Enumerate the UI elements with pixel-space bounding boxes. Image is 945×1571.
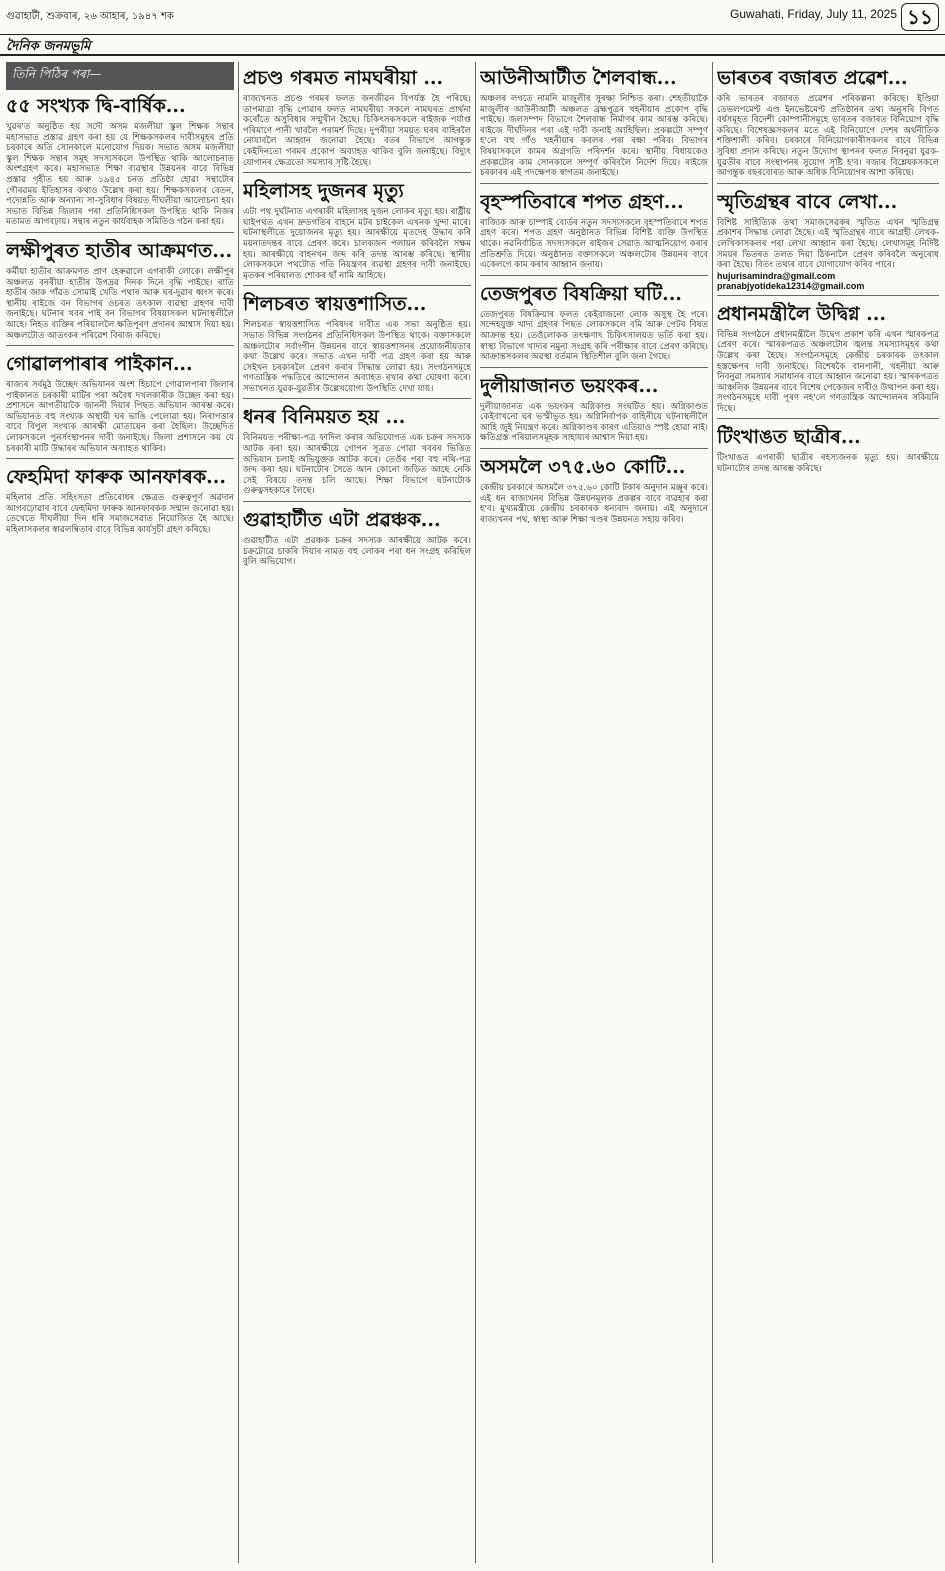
article [243,508,471,568]
article [717,66,939,184]
header-rule [0,54,945,56]
article-headline[interactable]: ভাৰতৰ বজাৰত প্ৰৱেশ... [717,67,908,89]
article-headline[interactable]: ফেহমিদা ফাৰুক আনফাৰক... [6,466,227,489]
page-header [0,0,945,35]
article-body: ৰাজ্যখনত প্ৰচণ্ড গৰমৰ ফলত জনজীৱন বিপৰ্যস্ত হৈ পৰিছে। তাপমাত্ৰা বৃদ্ধি পোৱাৰ ফলত নামঘৰীয়া সকলে নামঘৰত প্ৰাৰ্থনা কৰোঁতে অসুবিধাৰ সন্মুখীন হৈছে। চিকিৎসকসকলে ৰাইজক পৰ্যাপ্ত পৰিমাণে পানী খাবলৈ পৰামৰ্শ দিছে। দুপৰীয়া সময়ত ঘৰৰ বাহিৰলৈ নোযাবলৈ আহ্বান জনোৱা হৈছে। বতৰ বিভাগে আগন্তুক কেইদিনতো গৰমৰ প্ৰকোপ অব্যাহত থাকিব বুলি জনাইছে। বিদ্যুৎ যোগানৰ ক্ষেত্ৰতো সমস্যাৰ সৃষ্টি হৈছে। [243,94,471,168]
article [480,374,708,449]
article [243,179,471,286]
article-headline[interactable]: অসমলৈ ৩৭৫.৬০ কোটি... [480,456,686,479]
article-headline[interactable]: টিংখাঙত ছাত্ৰীৰ... [717,426,861,449]
page-number: ১১ [901,3,939,31]
column-2 [243,62,471,1563]
column-1 [6,62,234,1563]
article-headline[interactable]: প্ৰচণ্ড গৰমত নামঘৰীয়া ... [243,67,444,89]
article [6,352,234,459]
article-body: ৰাজ্যৰ সৰ্বমুঠ উচ্ছেদ অভিযানৰ অংশ হিচাপে গোৱালপাৰা জিলাৰ পাইকানত চৰকাৰী মাটিৰ পৰা অবৈধ দখলকাৰীক উচ্ছেদ কৰা হয়। প্ৰশাসনে আগতীয়াকৈ জাননী দিয়াৰ পিছত অভিযান আৰম্ভ কৰে। অভিযানত বহু সংখ্যক অস্থায়ী ঘৰ ভাঙি পেলোৱা হয়। নিৰাপত্তাৰ বাবে বিপুল সংখ্যক আৰক্ষী মোতায়েন কৰা হৈছিল। উচ্ছেদিত লোকসকলে পুনৰ্সংস্থাপনৰ দাবী জনাইছে। জিলা প্ৰশাসনে কয় যে চৰকাৰী মাটি উদ্ধাৰৰ অভিযান অব্যাহত থাকিব। [6,380,234,454]
column-3 [480,62,708,1563]
article-body: অঞ্চলৰ লগতে নামনি মাজুলীৰ সুৰক্ষা নিশ্চিত কৰা। শেহতীয়াকৈ মাজুলীৰ আউনীআটী অঞ্চলত ব্ৰহ্মপুত্ৰৰ খহনীয়াৰ প্ৰকোপ বৃদ্ধি পাইছে। জলসম্পদ বিভাগে শৈলবান্ধ নিৰ্মাণৰ কাম আৰম্ভ কৰিছে। ৰাইজে দীৰ্ঘদিনৰ পৰা এই দাবী জনাই আহিছিল। প্ৰকল্পটো সম্পূৰ্ণ হ'লে বহু গাঁও খহনীয়াৰ কবলৰ পৰা ৰক্ষা পৰিব। বিভাগৰ বিষয়াসকলে কামৰ অগ্ৰগতি পৰিদৰ্শন কৰে। স্থানীয় বিধায়কেও প্ৰকল্পটোৰ কাম সোনকালে সম্পূৰ্ণ কৰিবলৈ নিৰ্দেশ দিয়ে। ৰাইজে চৰকাৰৰ এই পদক্ষেপক স্বাগতম জনাইছে। [480,94,708,179]
contact-email[interactable]: hujurisamindra@gmail.com [717,270,836,281]
article-headline[interactable]: লক্ষীপুৰত হাতীৰ আক্ৰমণত... [6,239,233,262]
article-headline[interactable]: মহিলাসহ দুজনৰ মৃত্যু [243,180,404,203]
article-headline[interactable]: শিলচৰত স্বায়ত্তশাসিত... [243,293,427,316]
article [243,292,471,399]
header-date-english: Guwahati, Friday, July 11, 2025 [730,7,897,21]
article-body: কৰি ভাৰতৰ বজাৰত প্ৰৱেশৰ পৰিকল্পনা কৰিছে। ইণ্ডিয়া ডেভলপমেণ্ট এণ্ড ইনভেষ্টমেণ্ট প্ৰতিষ্ঠানৰ তথ্য অনুসৰি বিগত বৰ্ষসমূহত বিদেশী কোম্পানীসমূহে ভাৰতৰ বজাৰত বিনিয়োগ বৃদ্ধি কৰিছে। বিশেষজ্ঞসকলৰ মতে এই বিনিয়োগে দেশৰ অৰ্থনীতিক শক্তিশালী কৰিব। চৰকাৰে বিনিয়োগকাৰীসকলৰ বাবে বিভিন্ন সুবিধা প্ৰদান কৰিছে। নতুন উদ্যোগ স্থাপনৰ ফলত নিবনুৱা যুৱক-যুৱতীৰ বাবে সংস্থাপনৰ সুযোগ সৃষ্টি হ'ব। বজাৰ বিশ্লেষকসকলে আগন্তুক বছৰবোৰত আৰু অধিক বিনিয়োগৰ আশা কৰিছে। [717,94,939,179]
article [480,66,708,184]
article [6,94,234,233]
masthead: দৈনিক জনমভূমি [6,39,91,54]
article-body: ৰাজ্যিক আৰু চাম্পাই বোৰ্ডৰ নতুন সদস্যসকলে বৃহস্পতিবাৰে শপত গ্ৰহণ কৰে। শপত গ্ৰহণ অনুষ্ঠানত বিভিন্ন বিশিষ্ট ব্যক্তি উপস্থিত থাকে। নৱনিৰ্বাচিত সদস্যসকলে ৰাইজৰ সেৱাত আত্মনিয়োগ কৰাৰ প্ৰতিশ্ৰুতি দিয়ে। অনুষ্ঠানত বক্তাসকলে অঞ্চলটোৰ উন্নয়নৰ বাবে একেলগে কাম কৰাৰ আহ্বান জনায়। [480,217,708,271]
article [717,190,939,296]
column-divider [712,62,713,1563]
article-body: তেজপুৰত বিষক্ৰিয়াৰ ফলত কেইবাজনো লোক অসুস্থ হৈ পৰে। সন্দেহযুক্ত খাদ্য গ্ৰহণৰ পিছত লোকসকলে বমি আৰু পেটৰ বিষত আক্ৰান্ত হয়। তেওঁলোকক তৎক্ষণাৎ চিকিৎসালয়ত ভৰ্তি কৰা হয়। স্বাস্থ্য বিভাগে খাদ্যৰ নমুনা সংগ্ৰহ কৰি পৰীক্ষাৰ বাবে প্ৰেৰণ কৰিছে। আক্ৰান্তসকলৰ অৱস্থা বৰ্তমান স্থিতিশীল বুলি জনা গৈছে। [480,309,708,363]
article-body: কৰ্মীয়া হাতীৰ আক্ৰমণত প্ৰাণ হেৰুৱালে এগৰাকী লোকে। লক্ষীপুৰ অঞ্চলত বনৰীয়া হাতীৰ উপদ্ৰৱ দিনক দিনে বৃদ্ধি পাইছে। ৰাতি হাতীৰ জাক গাঁৱত সোমাই খেতি পথাৰ আৰু ঘৰ-দুৱাৰ ধ্বংস কৰে। স্থানীয় ৰাইজে বন বিভাগৰ ওচৰত তৎকাল ব্যৱস্থা গ্ৰহণৰ দাবী জনাইছে। ঘটনাৰ খবৰ পাই বন বিভাগৰ বিষয়াসকল ঘটনাস্থলীলৈ আহে। নিহত ব্যক্তিৰ পৰিয়াললৈ ক্ষতিপূৰণ প্ৰদানৰ আশ্বাস দিয়া হয়। অঞ্চলটোত আতংকৰ পৰিৱেশ বিৰাজ কৰিছে। [6,266,234,341]
article-body: শিলচৰত স্বায়ত্তশাসিত পৰিষদৰ দাবীত এক সভা অনুষ্ঠিত হয়। সভাত বিভিন্ন সংগঠনৰ প্ৰতিনিধিসকল উপস্থিত থাকে। বক্তাসকলে অঞ্চলটোৰ সৰ্বাংগীন উন্নয়নৰ বাবে স্বায়ত্তশাসনৰ প্ৰয়োজনীয়তাৰ কথা উল্লেখ কৰে। সভাত এখন দাবী পত্ৰ গ্ৰহণ কৰা হয় আৰু সেইখন চৰকাৰলৈ প্ৰেৰণ কৰাৰ সিদ্ধান্ত লোৱা হয়। সংগঠনসমূহে গণতান্ত্ৰিক পদ্ধতিৰে আন্দোলন অব্যাহত ৰখাৰ কথা ঘোষণা কৰে। সভাখনত যুৱক-যুৱতীৰ উল্লেখযোগ্য উপস্থিতি দেখা যায়। [243,320,471,394]
column-4 [717,62,939,1563]
article-headline[interactable]: দুলীয়াজানত ভয়ংকৰ... [480,374,659,397]
article-body: মহিলাৰ প্ৰতি সহিংসতা প্ৰতিৰোধৰ ক্ষেত্ৰত গুৰুত্বপূৰ্ণ অৱদান আগবঢ়োৱাৰ বাবে ফেহমিদা ফাৰুক আনফাৰকক সন্মান জনোৱা হয়। তেখেতে দীঘলীয়া দিন ধৰি সমাজসেৱাত নিয়োজিত হৈ আছে। মহিলাসকলৰ স্বাৱলম্বিতাৰ বাবে বিভিন্ন কাৰ্যসূচী গ্ৰহণ কৰিছে। [6,493,234,536]
article-headline[interactable]: প্ৰধানমন্ত্ৰীলৈ উদ্বিগ্ন ... [717,302,887,325]
article-body: বিভিন্ন সংগঠনে প্ৰধানমন্ত্ৰীলৈ উদ্বেগ প্ৰকাশ কৰি এখন স্মাৰকপত্ৰ প্ৰেৰণ কৰে। স্মাৰকপত্ৰত অঞ্চলটোৰ জ্বলন্ত সমস্যাসমূহৰ কথা উল্লেখ কৰা হৈছে। সংগঠনসমূহে কেন্দ্ৰীয় চৰকাৰক তৎকাল হস্তক্ষেপৰ দাবী জনাইছে। বিশেষকৈ বানপানী, খহনীয়া আৰু নিবনুৱা সমস্যাৰ সমাধানৰ বাবে আহ্বান জনোৱা হয়। স্মাৰকপত্ৰত আঞ্চলিক উন্নয়নৰ বাবে বিশেষ পেকেজৰ দাবীও উত্থাপন কৰা হয়। সংগঠনসমূহে দাবী পূৰণ নহ'লে গণতান্ত্ৰিক আন্দোলনৰ সকিয়নি দিছে। [717,329,939,414]
article-headline[interactable]: বৃহস্পতিবাৰে শপত গ্ৰহণ... [480,190,684,213]
article-headline[interactable]: আউনীআটীত শৈলবান্ধ... [480,67,677,89]
contact-email[interactable]: pranabjyotideka12314@gmail.com [717,280,865,291]
article-body: কেন্দ্ৰীয় চৰকাৰে অসমলৈ ৩৭৫.৬০ কোটি টকাৰ অনুদান মঞ্জুৰ কৰে। এই ধন ৰাজ্যখনৰ বিভিন্ন উন্নয়নমূলক প্ৰকল্পৰ বাবে ব্যৱহাৰ কৰা হ'ব। মুখ্যমন্ত্ৰীয়ে কেন্দ্ৰীয় চৰকাৰক ধন্যবাদ জনায়। এই অনুদানে ৰাজ্যখনৰ পথ, স্বাস্থ্য আৰু শিক্ষা খণ্ডৰ উন্নয়নত সহায় কৰিব। [480,483,708,525]
article-headline[interactable]: গোৱালপাৰাৰ পাইকান... [6,353,193,376]
article-headline[interactable]: তেজপুৰত বিষক্ৰিয়া ঘটি... [480,282,682,305]
column-divider [238,62,239,1563]
article-body: খুৱৰ'ত অনুষ্ঠিত হয় সদৌ অসম মজলীয়া স্কুল শিক্ষক সন্থাৰ মহাসভাত প্ৰস্তাৱ গ্ৰহণ কৰা হয় যে শিক্ষকসকলৰ দাবীসমূহৰ প্ৰতি চৰকাৰে অতি সোনকালে মনোযোগ দিয়ক। সভাত অসম মজলীয়া স্কুল শিক্ষক সন্থাৰ সমূহ সদস্যসকলে উপস্থিত থাকি আলোচনাত অংশগ্ৰহণ কৰে। মহাসভাত শিক্ষা ব্যৱস্থাৰ উন্নয়নৰ বাবে বিভিন্ন প্ৰস্তাৱ গৃহীত হয় আৰু ১৯৪৫ চনত প্ৰতিষ্ঠা হোৱা সন্থাটোৰ গৌৰৱময় ইতিহাসৰ কথাও উল্লেখ কৰা হয়। শিক্ষকসকলৰ বেতন, পদোন্নতি আৰু অন্যান্য সা-সুবিধাৰ বিষয়ত দীঘলীয়া আলোচনা হয়। সভাত বিভিন্ন জিলাৰ পৰা প্ৰতিনিধিসকল উপস্থিত থাকি নিজৰ মতামত আগবঢ়ায়। সন্থাৰ নতুন কাৰ্যবাহক সমিতিও গঠন কৰা হয়। [6,122,234,228]
article-body: দুলীয়াজানত এক ভয়ংকৰ অগ্নিকাণ্ড সংঘটিত হয়। অগ্নিকাণ্ডত কেইবাখনো ঘৰ ভস্মীভূত হয়। অগ্নিনিৰ্বাপক বাহিনীয়ে ঘটনাস্থলীলৈ আহি জুই নিয়ন্ত্ৰণ কৰে। অগ্নিকাণ্ডৰ কাৰণ এতিয়াও স্পষ্ট হোৱা নাই। ক্ষতিগ্ৰস্ত পৰিয়ালসমূহক সাহায্যৰ আশ্বাস দিয়া হয়। [480,401,708,444]
article-headline[interactable]: স্মৃতিগ্ৰন্থৰ বাবে লেখা... [717,190,898,213]
article [243,66,471,173]
article-body: বিনিময়ত পৰীক্ষা-পত্ৰ ফাদিল কৰাৰ অভিযোগত এক চক্ৰৰ সদস্যক আটক কৰা হয়। আৰক্ষীয়ে গোপন সূত্ৰত পোৱা খবৰৰ ভিত্তিত অভিযান চলাই অভিযুক্তক আটক কৰে। তেওঁৰ পৰা বহু নথি-পত্ৰ জব্দ কৰা হয়। ঘটনাটোৰ সৈতে আন কোনো জড়িত আছে নেকি সেই বিষয়ে তদন্ত চলি আছে। শিক্ষা বিভাগে ঘটনাটোক গুৰুত্বসহকাৰে লৈছে। [243,433,471,497]
article-body: এটা পথ দুৰ্ঘটনাত এগৰাকী মহিলাসহ দুজন লোকৰ মৃত্যু হয়। ৰাষ্ট্ৰীয় ঘাইপথত এখন দ্ৰুতগতিৰ বাহনে মটৰ চাইকেল এখনক খুন্দা মাৰে। ঘটনাস্থলীতে দুয়োজনৰ মৃত্যু হয়। আৰক্ষীয়ে মৃতদেহ উদ্ধাৰ কৰি ময়নাতদন্তৰ বাবে প্ৰেৰণ কৰে। চালকজন পলায়ন কৰিবলৈ সক্ষম হয়। আৰক্ষীয়ে বাহনখন জব্দ কৰি তদন্ত আৰম্ভ কৰিছে। স্থানীয় লোকসকলে পথটোত গতি নিয়ন্ত্ৰণৰ ব্যৱস্থা গ্ৰহণৰ দাবী জনাইছে। মৃতকৰ পৰিয়ালত শোকৰ ছাঁ নামি আহিছে। [243,207,471,281]
article-body: বিশিষ্ট সাহিত্যিক তথা সমাজসেৱকৰ স্মৃতিত এখন স্মৃতিগ্ৰন্থ প্ৰকাশৰ সিদ্ধান্ত লোৱা হৈছে। এই স্মৃতিগ্ৰন্থৰ বাবে আগ্ৰহী লেখক-লেখিকাসকলৰ পৰা লেখা আহ্বান কৰা হৈছে। লেখাসমূহ নিৰ্দিষ্ট সময়ৰ ভিতৰত তলত দিয়া ঠিকনালৈ প্ৰেৰণ কৰিবলৈ অনুৰোধ কৰা হৈছে। বিতং তথ্যৰ বাবে যোগাযোগ কৰিব পাৰে। [717,217,939,271]
article [480,282,708,368]
section-strip: তিনি পিঠিৰ পৰা— [6,62,234,90]
article [243,405,471,502]
article-headline[interactable]: ৫৫ সংখ্যক দ্বি-বাৰ্ষিক... [6,95,186,117]
article [6,465,234,535]
article [480,190,708,276]
column-divider [475,62,476,1563]
article-body: টিংখাঙত এগৰাকী ছাত্ৰীৰ ৰহস্যজনক মৃত্যু হয়। আৰক্ষীয়ে ঘটনাটোৰ তদন্ত আৰম্ভ কৰিছে। [717,453,939,475]
article [717,425,939,474]
article-headline[interactable]: গুৱাহাটীত এটা প্ৰৱঞ্চক... [243,509,441,532]
header-date-assamese: গুৱাহাটী, শুক্ৰবাৰ, ২৬ আহাৰ, ১৯৪৭ শক [6,11,174,22]
article [717,302,939,420]
article [6,239,234,346]
article [480,455,708,525]
article-headline[interactable]: ধনৰ বিনিময়ত হয় ... [243,406,406,429]
article-body: গুৱাহাটীত এটা প্ৰৱঞ্চক চক্ৰৰ সদস্যক আৰক্ষীয়ে আটক কৰে। চক্ৰটোৱে চাকৰি দিয়াৰ নামত বহু লোকৰ পৰা ধন সংগ্ৰহ কৰিছিল বুলি অভিযোগ। [243,536,471,568]
